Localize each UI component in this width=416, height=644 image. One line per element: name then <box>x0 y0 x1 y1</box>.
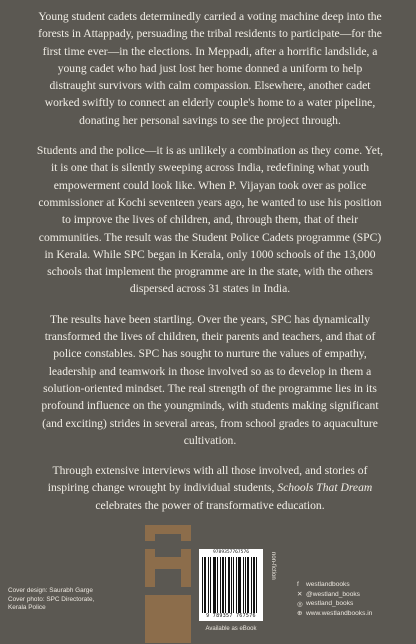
social-links <box>297 580 412 618</box>
blurb-paragraph-3: The results have been startling. Over the years, SPC has dynamically transformed the lives of children, their parents and teachers, and that of police constables. SPC has sought to nurture the values of empathy, leadership and teamwork in those involved so as to develop in them a solution-oriented mindset. The real strength of the programme lies in its profound influence on the youngminds, with students making significant (and exciting) strides in several areas, from school grades to aquaculture cultivation. <box>41 312 379 447</box>
genre-label: non-fiction <box>270 552 276 580</box>
social-twitter-text: @westland_books <box>306 590 360 598</box>
credit-photo-source: Kerala Police <box>8 604 46 612</box>
blurb-paragraph-1: Young student cadets determinedly carried a voting machine deep into the forests in Attappady, persuading the tribal residents to participate—for the first time ever—in the elections. In Meppadi, after a horrific landslide, a young cadet who had just lost her home donned a uniform to help distraught survivors with calm compassion. Elsewhere, another cadet worked swiftly to connect an elderly couple's home to a water pipeline, donating her personal savings to see the project through. <box>38 10 382 127</box>
twitter-icon: ✕ <box>297 591 303 599</box>
social-website[interactable] <box>297 609 412 619</box>
isbn-digits: 9 789357 767576 <box>206 613 256 619</box>
blurb-closing <box>34 462 386 514</box>
social-facebook[interactable] <box>297 580 412 590</box>
closing-before: Through extensive interviews with all those involved, and stories of inspiring change wrought by individual students, <box>47 464 368 495</box>
publisher-logo <box>145 525 191 643</box>
isbn-label: 9789357767576 <box>213 550 249 555</box>
social-website-text: www.westlandbooks.in <box>306 609 373 617</box>
barcode <box>199 549 263 621</box>
instagram-icon: ◎ <box>297 600 303 608</box>
blurb <box>34 8 386 527</box>
credit-design: Cover design: Saurabh Garge <box>8 587 93 594</box>
credit-photo: Cover photo: SPC Directorate, <box>8 595 95 603</box>
ebook-note: Available as eBook <box>205 626 257 632</box>
book-title: Schools That Dream <box>277 481 373 495</box>
cover-credits <box>8 587 138 613</box>
blurb-paragraph-2: Students and the police—it is as unlikely a combination as they come. Yet, it is one that is silently sweeping across India, redefining what youth empowerment could look like. When P. Vijayan took over as police commissioner at Kochi seventeen years ago, he wanted to use his position to improve the lives of children, and, through them, that of their communities. The result was the Student Police Cadets programme (SPC) in Kerala. While SPC began in Kerala, only 1000 schools of the 13,000 schools that implement the programme are in the state, with the others dispersed across 31 states in India. <box>36 144 384 296</box>
globe-icon: ⊕ <box>297 610 303 618</box>
social-facebook-text: westlandbooks <box>306 581 350 589</box>
barcode-bars <box>202 557 260 613</box>
social-instagram-text: westland_books <box>306 600 354 608</box>
facebook-icon: f <box>297 581 299 589</box>
social-twitter[interactable] <box>297 590 412 600</box>
social-instagram[interactable] <box>297 599 412 609</box>
closing-after: celebrates the power of transformative education. <box>95 498 325 512</box>
